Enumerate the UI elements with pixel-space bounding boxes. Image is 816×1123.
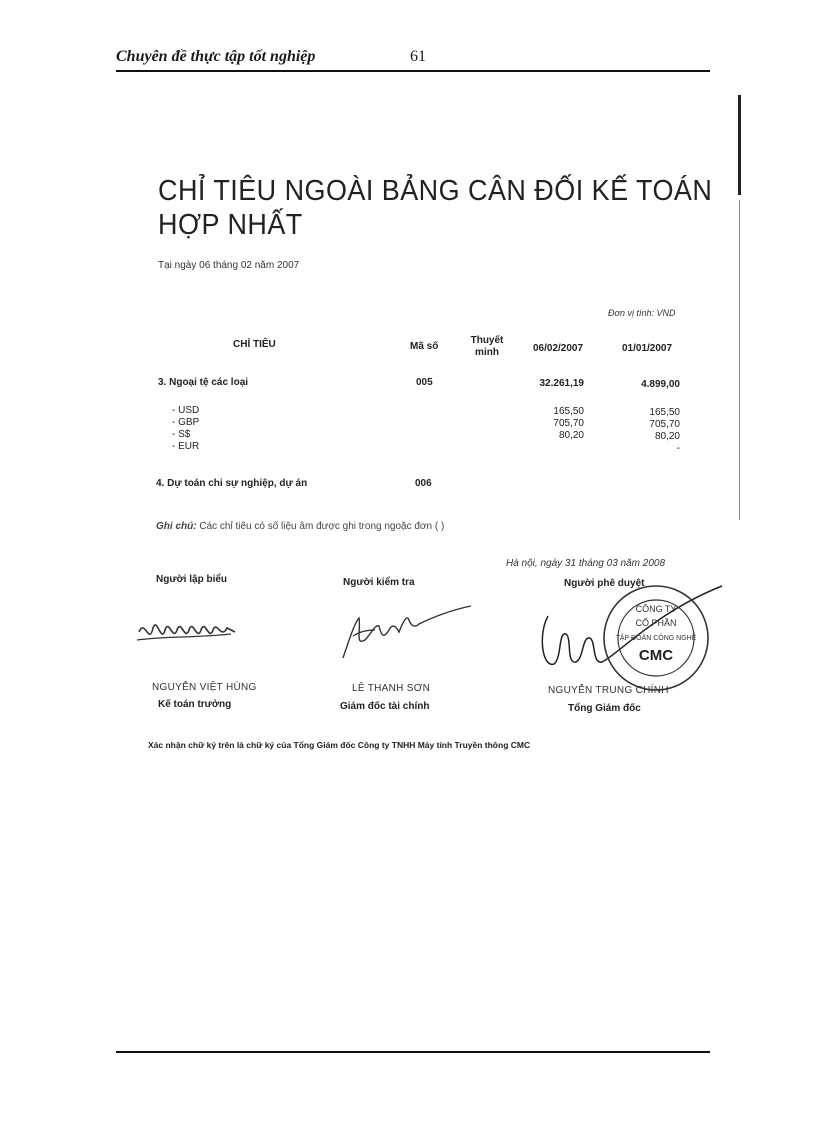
signer-3-name: NGUYỄN TRUNG CHÍNH [548,685,669,696]
row4-label: 4. Dự toán chi sự nghiệp, dự án [156,478,308,489]
header-title: Chuyên đề thực tập tốt nghiệp [116,48,316,65]
header-col-01012007: 01/01/2007 [622,343,673,354]
page-number: 61 [410,48,426,65]
signer-2-role: Người kiểm tra [343,577,415,588]
row3-label: 3. Ngoại tệ các loại [158,377,249,388]
stamp-line-2: CỔ PHẦN [635,618,677,628]
header-code: Mã số [410,341,439,352]
page-header [116,48,426,66]
scan-edge-line [738,95,741,195]
footer-rule [116,1051,710,1053]
signer-2-position: Giám đốc tài chính [340,701,430,712]
header-rule [116,70,710,72]
title-line-1: CHỈ TIÊU NGOÀI BẢNG CÂN ĐỐI KẾ TOÁN [158,175,713,207]
currency-sgd-value-2: 80,20 [654,431,680,442]
signature-1 [135,610,245,650]
currency-eur-value-2: - [676,443,680,454]
currency-usd-value-1: 165,50 [553,406,584,417]
signer-1-position: Kế toán trưởng [158,699,232,710]
confirmation-note: Xác nhận chữ ký trên là chữ ký của Tổng Giám đốc Công ty TNHH Máy tính Truyền thông CMC [148,740,531,750]
stamp-line-3: TẬP ĐOÀN CÔNG NGHỆ [615,635,697,642]
currency-eur-label: - EUR [172,441,200,452]
signer-1-role: Người lập biểu [156,574,228,585]
header-indicator: CHỈ TIÊU [233,339,276,350]
row3-code: 005 [416,377,433,388]
header-note-line-1: Thuyết [470,335,504,346]
signer-3-role: Người phê duyệt [564,578,645,589]
footnote [156,521,444,532]
signer-1-name: NGUYỄN VIỆT HÙNG [152,682,257,693]
currency-gbp-label: - GBP [172,417,200,428]
scan-edge-line-faint [739,200,740,520]
stamp-line-1: CÔNG TY [635,604,677,614]
row3-value-1: 32.261,19 [539,378,584,389]
signer-3-position: Tổng Giám đốc [568,703,641,714]
footnote-text: Các chỉ tiêu có số liệu âm được ghi trong ngoặc đơn ( ) [199,521,445,532]
header-col-06022007: 06/02/2007 [533,343,584,354]
signer-2-name: LÊ THANH SƠN [352,683,431,694]
currency-usd-value-2: 165,50 [649,407,680,418]
currency-usd-label: - USD [172,405,200,416]
header-note [470,335,504,359]
header-note-line-2: minh [475,347,499,358]
currency-sgd-label: - S$ [172,429,191,440]
currency-unit: Đơn vị tính: VND [608,308,676,318]
document-title [158,174,712,242]
currency-sgd-value-1: 80,20 [558,430,584,441]
signature-2 [335,600,475,662]
row4-code: 006 [415,478,432,489]
currency-gbp-value-1: 705,70 [553,418,584,429]
currency-gbp-value-2: 705,70 [649,419,680,430]
title-line-2: HỢP NHẤT [158,209,303,241]
stamp-line-4: CMC [638,647,674,664]
report-date: Tại ngày 06 tháng 02 năm 2007 [158,260,300,271]
row3-value-2: 4.899,00 [641,379,680,390]
footnote-label: Ghi chú: [156,521,197,532]
place-and-date: Hà nội, ngày 31 tháng 03 năm 2008 [506,558,666,569]
